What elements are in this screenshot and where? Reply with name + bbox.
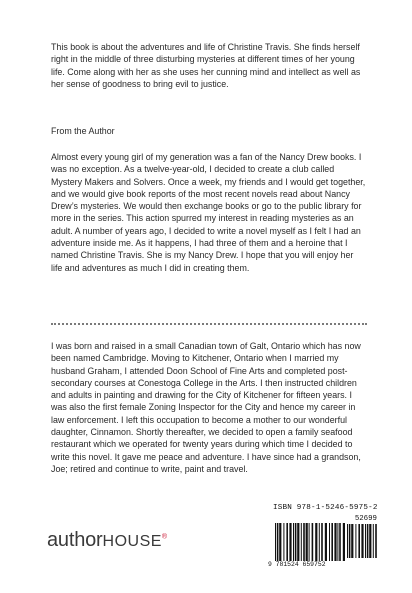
- barcode-bar: [306, 523, 308, 561]
- barcode-bar: [321, 523, 323, 561]
- barcode-addon-bars: [347, 524, 377, 558]
- isbn-text: ISBN 978-1-5246-5975-2: [273, 504, 378, 512]
- barcode-bar: [286, 523, 288, 561]
- barcode-bar: [347, 524, 348, 558]
- barcode-bar: [289, 523, 291, 561]
- barcode-digits: 9 781524 659752: [268, 561, 326, 568]
- barcode-bar: [297, 523, 299, 561]
- barcode-bar: [349, 524, 351, 558]
- barcode-bar: [293, 523, 294, 561]
- barcode-bar: [309, 523, 310, 561]
- barcode-bar: [339, 523, 341, 561]
- barcode-bar: [283, 523, 284, 561]
- logo-house-text: HOUSE: [102, 533, 162, 550]
- barcode-bar: [325, 523, 327, 561]
- barcode-bar: [375, 524, 377, 558]
- barcode-bar: [343, 523, 345, 561]
- barcode-bar: [329, 523, 330, 561]
- barcode-bar: [369, 524, 371, 558]
- barcode-bar: [361, 524, 363, 558]
- author-bio: I was born and raised in a small Canadian town of Galt, Ontario which has now been named Cambridge. Moving to Kitchener, Ontario when I married my husband Graham, I attended Doon School of Fine Arts and completed post-secondary courses at Conestoga College in the Arts. I then instructed children and adults in painting and drawing for the City of Kitchener for fifteen years. I was also the first female Zoning Inspector for the City and hence my career in law enforcement. I left this occupation to become a mother to our wonderful daughter, Cinnamon. Shortly thereafter, we decided to open a family seafood restaurant which we operated for twenty years during which time I decided to write this novel. It gave me peace and adventure. I have since had a grandson, Joe; retired and continue to write, paint and travel.: [51, 341, 361, 474]
- barcode-bar: [365, 524, 366, 558]
- barcode-bar: [367, 524, 369, 558]
- barcode-bar: [373, 524, 374, 558]
- barcode-bar: [319, 523, 320, 561]
- dotted-divider: [51, 323, 367, 325]
- barcode-bar: [355, 524, 356, 558]
- barcode-bar: [303, 523, 305, 561]
- barcode-bar: [351, 524, 353, 558]
- barcode-bar: [279, 523, 281, 561]
- barcode-bar: [315, 523, 317, 561]
- barcode-bar: [295, 523, 297, 561]
- barcode-bar: [337, 523, 338, 561]
- barcode-bar: [301, 523, 302, 561]
- barcode-bar: [331, 523, 333, 561]
- barcode-bar: [275, 523, 276, 561]
- barcode-bar: [334, 523, 336, 561]
- authorhouse-logo: [47, 529, 167, 552]
- from-author-heading: From the Author: [51, 126, 115, 136]
- logo-author-text: author: [47, 529, 103, 551]
- barcode-bars: [275, 523, 345, 561]
- barcode-bar: [277, 523, 279, 561]
- book-blurb: This book is about the adventures and life of Christine Travis. She finds herself right in the middle of three disturbing mysteries at different times of her young life. Come along with her as she uses her cunning mind and intellect as well as her sense of goodness to bring evil to justice.: [51, 42, 361, 89]
- author-note: Almost every young girl of my generation was a fan of the Nancy Drew books. I was no exception. As a twelve-year-old, I decided to create a club called Mystery Makers and Solvers. Once a week, my friends and I would get together, and we would give book reports of the most recent novels read about Nancy Drew’s mysteries. We would then exchange books or go to the public library for more in the series. This action spurred my interest in reading mysteries as an adult. A number of years ago, I decided to write a novel myself as I felt I had an adventure inside me. As it happens, I had three of them and a heroine that I named Christine Travis. She is my Nancy Drew. I hope that you will enjoy her life and adventures as much I did in creating them.: [51, 152, 366, 273]
- barcode-bar: [358, 524, 360, 558]
- isbn-barcode: [267, 504, 377, 572]
- logo-registered-mark: ®: [161, 533, 167, 541]
- barcode-bar: [312, 523, 314, 561]
- price-code: 52699: [354, 515, 377, 523]
